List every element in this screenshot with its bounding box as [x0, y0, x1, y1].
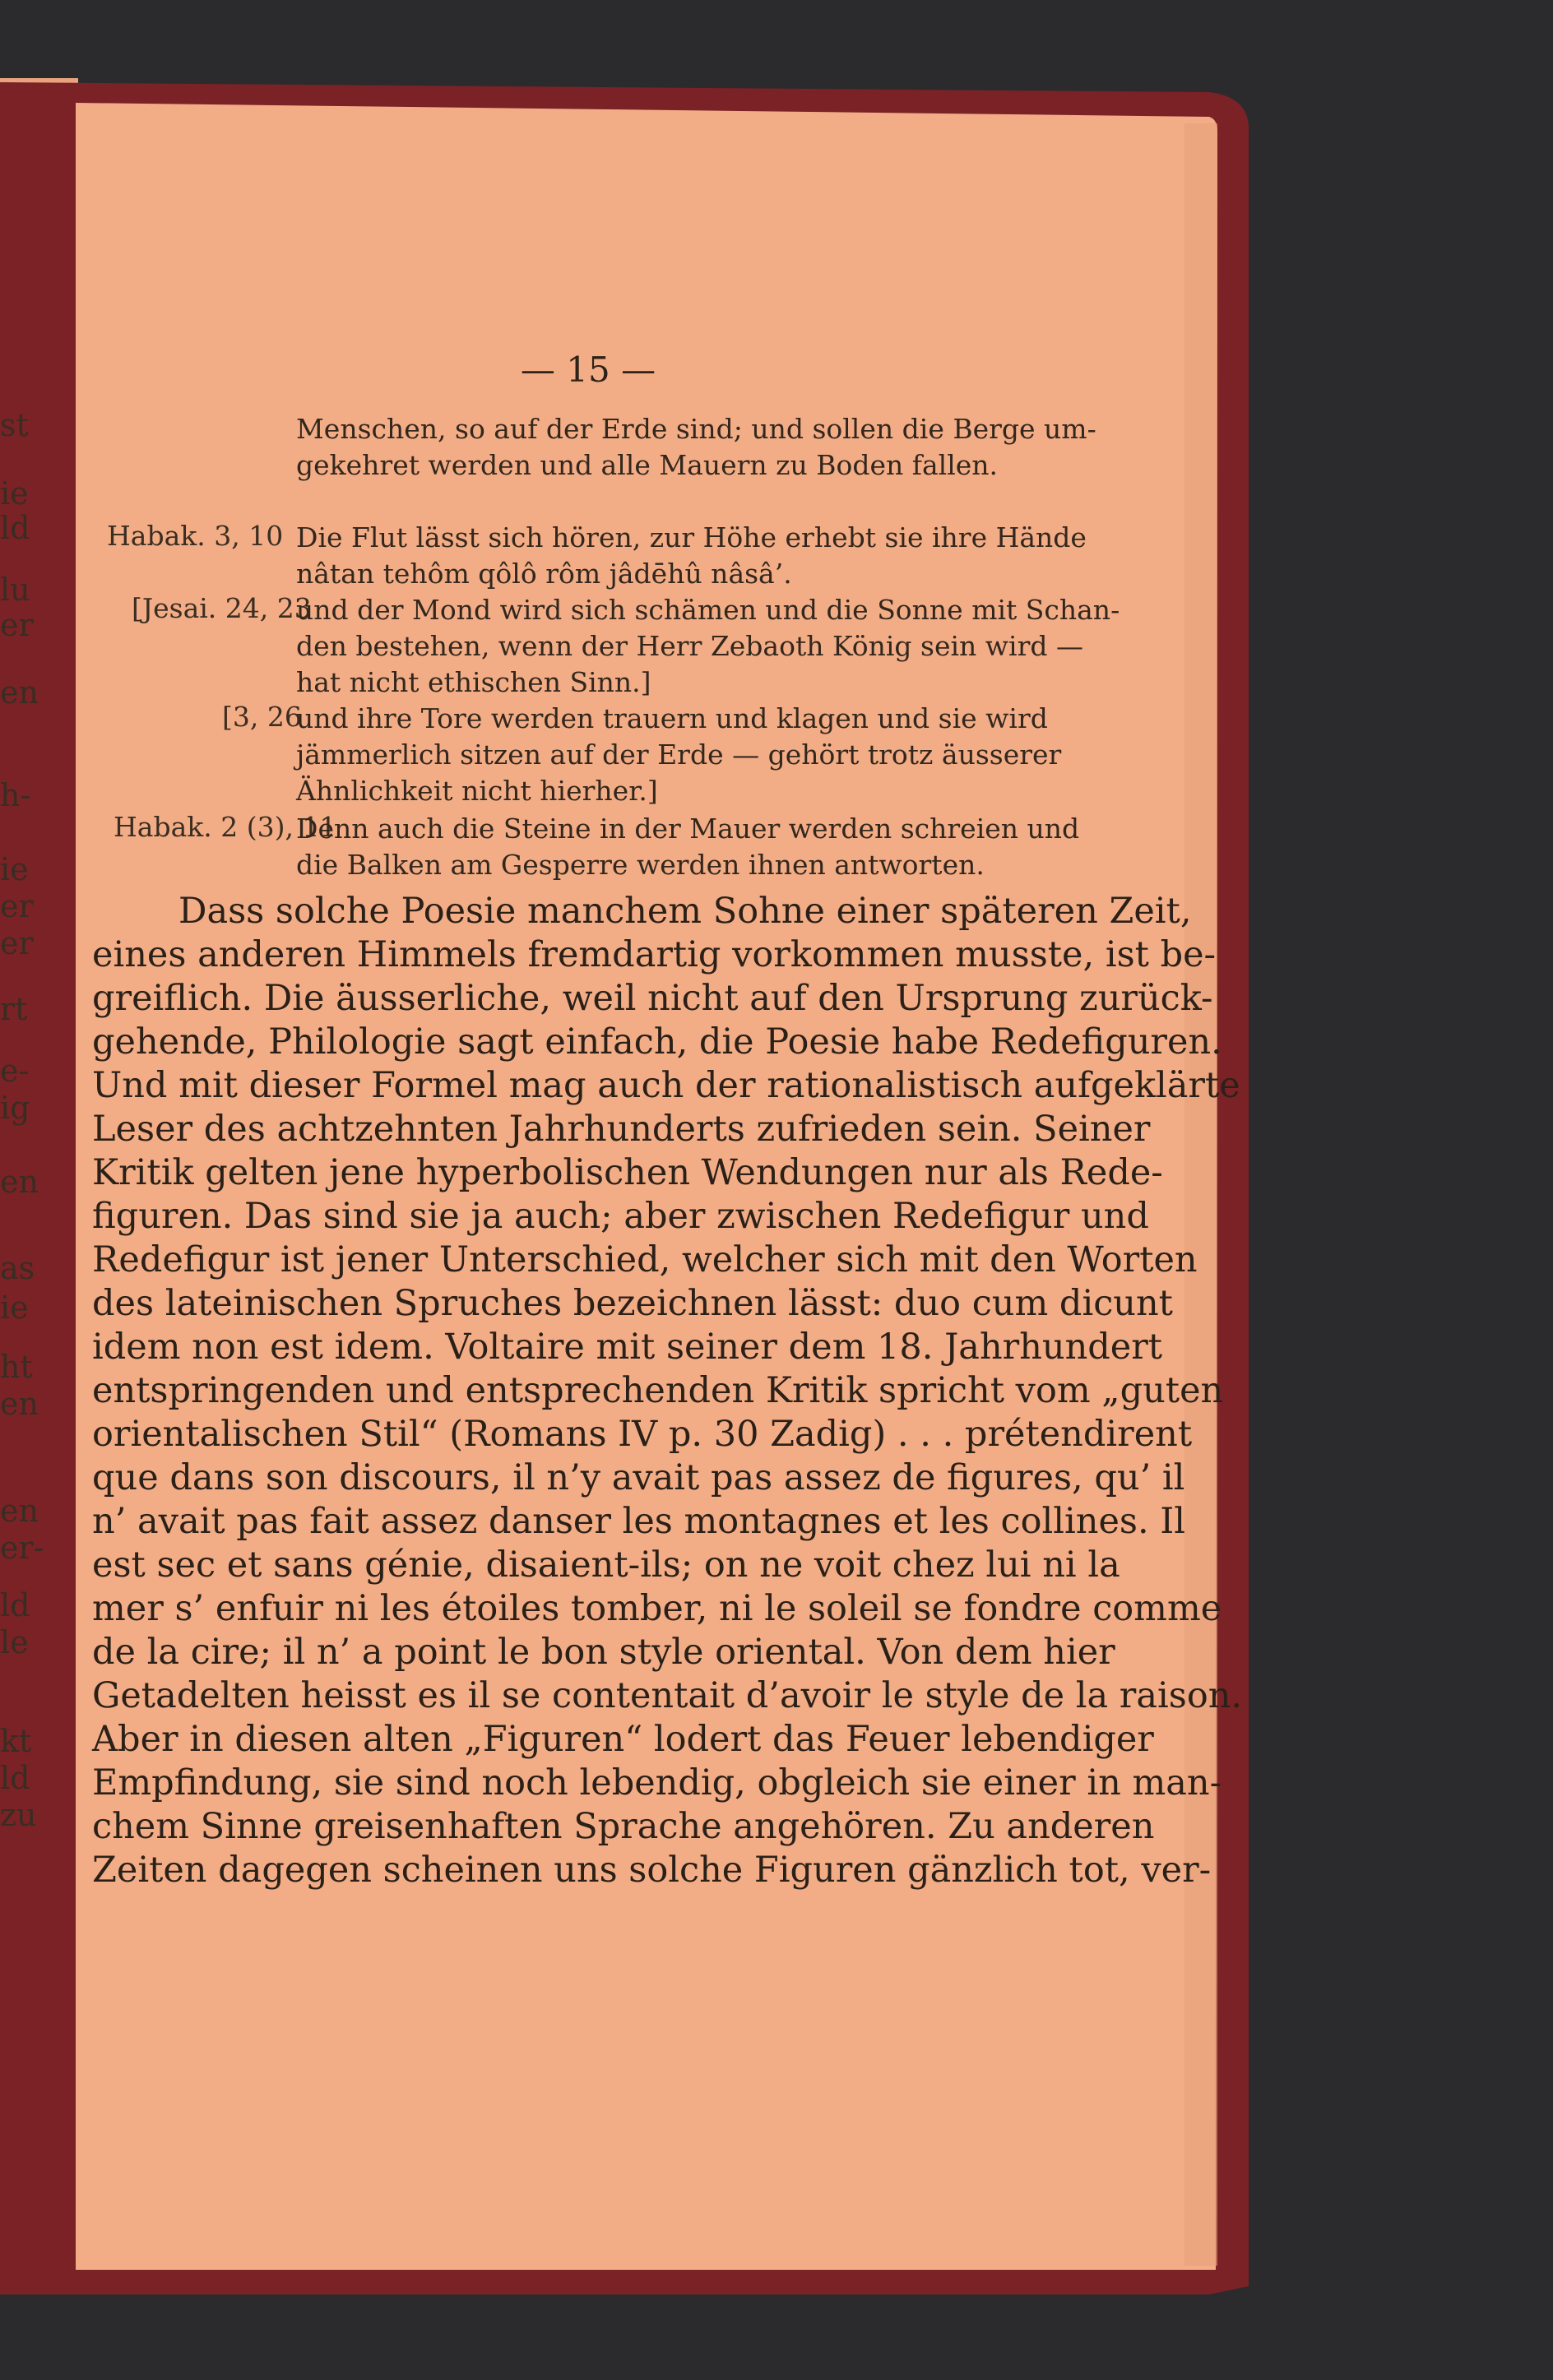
citation-row: [107, 592, 1120, 701]
citation-line: den bestehen, wenn der Herr Zebaoth König sein wird —: [296, 630, 1083, 662]
citation-ref: Habak. 2 (3), 11: [114, 811, 337, 843]
citation-text: [296, 811, 1078, 883]
body-line: Leser des achtzehnten Jahrhunderts zufrieden sein. Seiner: [92, 1109, 1151, 1150]
left-page-fragment: ig: [0, 1090, 30, 1126]
left-page-fragment: as: [0, 1250, 35, 1286]
citation-line: die Balken am Gesperre werden ihnen antworten.: [296, 849, 985, 881]
citation-ref: Habak. 3, 10: [107, 520, 284, 552]
citation-line: Menschen, so auf der Erde sind; und sollen die Berge um-: [296, 413, 1096, 445]
body-line: Kritik gelten jene hyperbolischen Wendungen nur als Rede-: [92, 1152, 1163, 1193]
citation-row: [107, 701, 1078, 811]
body-line: greiflich. Die äusserliche, weil nicht auf den Ursprung zurück-: [92, 978, 1213, 1019]
left-page-fragment: en: [0, 1164, 39, 1200]
citation-line: jämmerlich sitzen auf der Erde — gehört trotz äusserer: [296, 739, 1062, 771]
page-number: — 15 —: [520, 350, 656, 390]
citation-line: und ihre Tore werden trauern und klagen und sie wird: [296, 702, 1048, 734]
citation-ref: [3, 26: [222, 701, 302, 733]
body-line: Und mit dieser Formel mag auch der rationalistisch aufgeklärte: [92, 1065, 1240, 1106]
left-page-fragment: rt: [0, 991, 28, 1027]
left-page-fragment: le: [0, 1624, 29, 1660]
citation-block: [107, 411, 1120, 885]
citation-ref: [Jesai. 24, 23: [132, 592, 312, 624]
left-page-fragment: zu: [0, 1797, 37, 1833]
body-line: Getadelten heisst es il se contentait d’avoir le style de la raison.: [92, 1675, 1243, 1716]
left-page-fragment: kt: [0, 1723, 32, 1759]
citation-row: [107, 520, 1087, 592]
body-line: Dass solche Poesie manchem Sohne einer späteren Zeit,: [178, 891, 1192, 932]
body-line: des lateinischen Spruches bezeichnen lässt: duo cum dicunt: [92, 1283, 1173, 1324]
left-page-fragment: ie: [0, 475, 29, 512]
citation-text: [296, 701, 1078, 809]
body-line: orientalischen Stil“ (Romans IV p. 30 Zadig) . . . prétendirent: [92, 1414, 1193, 1455]
citation-line: und der Mond wird sich schämen und die Sonne mit Schan-: [296, 594, 1120, 626]
left-page-fragment: ie: [0, 1290, 29, 1326]
left-page-fragment: e-: [0, 1053, 30, 1089]
body-line: mer s’ enfuir ni les étoiles tomber, ni le soleil se fondre comme: [92, 1588, 1222, 1629]
body-line: de la cire; il n’ a point le bon style oriental. Von dem hier: [92, 1632, 1115, 1673]
left-page-fragment: st: [0, 407, 29, 443]
citation-text: [296, 592, 1120, 701]
left-page-fragment: ld: [0, 1760, 30, 1796]
body-line: Zeiten dagegen scheinen uns solche Figuren gänzlich tot, ver-: [92, 1850, 1212, 1891]
body-line: que dans son discours, il n’y avait pas assez de figures, qu’ il: [92, 1457, 1185, 1498]
citation-line: Ähnlichkeit nicht hierher.]: [296, 775, 658, 807]
body-line: gehende, Philologie sagt einfach, die Poesie habe Redefiguren.: [92, 1021, 1222, 1063]
body-line: chem Sinne greisenhaften Sprache angehören. Zu anderen: [92, 1806, 1155, 1847]
left-page-fragment: lu: [0, 572, 30, 608]
citation-line: nâtan tehôm qôlô rôm jâdēhû nâsâ’.: [296, 558, 792, 590]
left-page-fragment: er: [0, 888, 34, 924]
body-line: Redefigur ist jener Unterschied, welcher sich mit den Worten: [92, 1239, 1198, 1280]
left-page-fragment: en: [0, 1493, 39, 1529]
citation-line: Denn auch die Steine in der Mauer werden schreien und: [296, 813, 1080, 845]
left-page-fragment: er: [0, 925, 34, 961]
body-line: est sec et sans génie, disaient-ils; on ne voit chez lui ni la: [92, 1544, 1120, 1586]
citation-line: gekehret werden und alle Mauern zu Boden fallen.: [296, 449, 999, 481]
citation-text: [296, 411, 1096, 484]
citation-line: hat nicht ethischen Sinn.]: [296, 666, 651, 698]
citation-text: [296, 520, 1087, 592]
citation-row: [107, 811, 1078, 885]
body-line: eines anderen Himmels fremdartig vorkommen musste, ist be-: [92, 934, 1217, 975]
left-page-fragment: ie: [0, 851, 29, 887]
left-page-fragment: er: [0, 607, 34, 643]
left-page-fragment: en: [0, 1386, 39, 1422]
body-line: Aber in diesen alten „Figuren“ lodert das Feuer lebendiger: [92, 1719, 1154, 1760]
body-line: idem non est idem. Voltaire mit seiner dem 18. Jahrhundert: [92, 1327, 1163, 1368]
body-line: entspringenden und entsprechenden Kritik spricht vom „guten: [92, 1370, 1224, 1411]
left-page-fragment: h-: [0, 777, 31, 813]
body-line: Empfindung, sie sind noch lebendig, obgleich sie einer in man-: [92, 1762, 1222, 1804]
left-page-fragment: ld: [0, 510, 30, 546]
body-line: figuren. Das sind sie ja auch; aber zwischen Redefigur und: [92, 1196, 1149, 1237]
left-page-fragment: er-: [0, 1530, 44, 1566]
body-line: n’ avait pas fait assez danser les montagnes et les collines. Il: [92, 1501, 1186, 1542]
left-page-fragment: ld: [0, 1587, 30, 1623]
body-paragraph: [92, 890, 1243, 1892]
left-page-fragment: en: [0, 674, 39, 711]
citation-line: Die Flut lässt sich hören, zur Höhe erhebt sie ihre Hände: [296, 521, 1087, 553]
left-page-fragment: ht: [0, 1349, 33, 1385]
citation-row: [107, 411, 1096, 520]
